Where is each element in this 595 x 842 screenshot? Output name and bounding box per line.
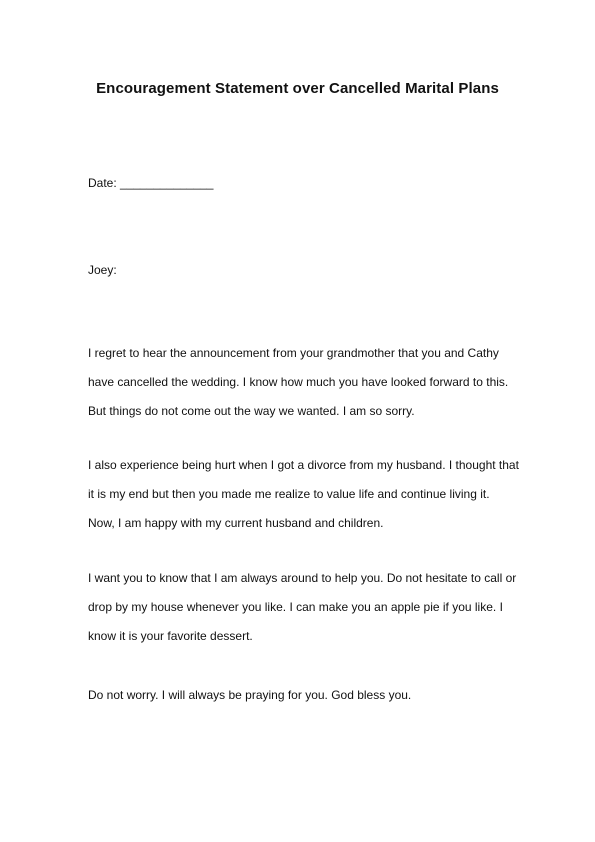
- paragraph-2-line-2: it is my end but then you made me realize to value life and continue living it.: [88, 487, 490, 501]
- paragraph-3-line-2: drop by my house whenever you like. I can make you an apple pie if you like. I: [88, 600, 503, 614]
- date-line: Date: ______________: [88, 176, 214, 190]
- paragraph-1-line-1: I regret to hear the announcement from your grandmother that you and Cathy: [88, 346, 499, 360]
- paragraph-3-line-3: know it is your favorite dessert.: [88, 629, 253, 643]
- paragraph-2-line-1: I also experience being hurt when I got a divorce from my husband. I thought that: [88, 458, 519, 472]
- paragraph-3-line-1: I want you to know that I am always around to help you. Do not hesitate to call or: [88, 571, 517, 585]
- paragraph-1-line-3: But things do not come out the way we wanted. I am so sorry.: [88, 404, 415, 418]
- salutation: Joey:: [88, 263, 117, 277]
- document-title: Encouragement Statement over Cancelled Marital Plans: [96, 80, 499, 97]
- paragraph-1-line-2: have cancelled the wedding. I know how much you have looked forward to this.: [88, 375, 509, 389]
- paragraph-2-line-3: Now, I am happy with my current husband and children.: [88, 516, 384, 530]
- paragraph-4-line-1: Do not worry. I will always be praying for you. God bless you.: [88, 688, 412, 702]
